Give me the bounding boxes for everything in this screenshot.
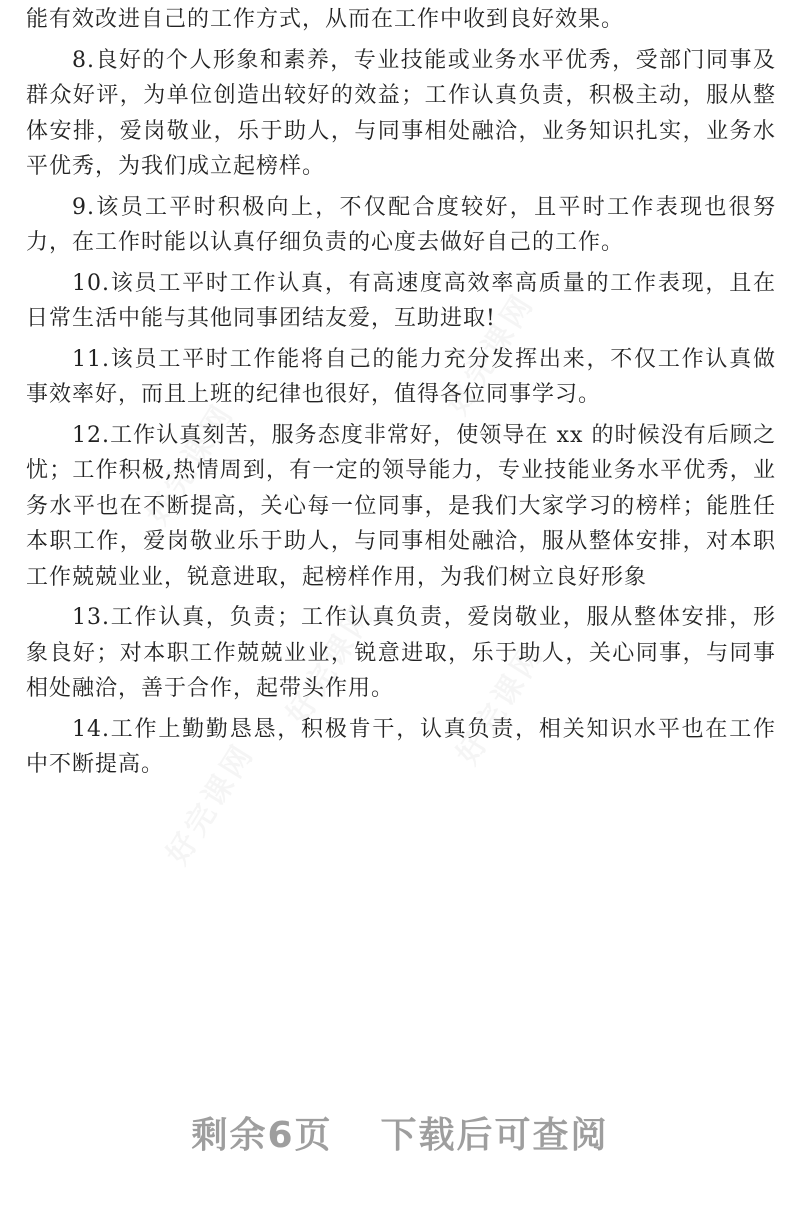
watermark: 好完课网 (280, 596, 382, 731)
paragraph-item-9: 9.该员工平时积极向上，不仅配合度较好，且平时工作表现也很努力，在工作时能以认真仔细负责的心度去做好自己的工作。 (26, 194, 776, 255)
paragraph-continued: 能有效改进自己的工作方式，从而在工作中收到良好效果。 (26, 7, 625, 32)
paragraph-item-10: 10.该员工平时工作认真，有高速度高效率高质量的工作表现，且在日常生活中能与其他同事团结友爱，互助进取! (26, 270, 776, 331)
paragraph-item-13: 13.工作认真，负责；工作认真负责，爱岗敬业，服从整体安排，形象良好；对本职工作兢兢业业，锐意进取，乐于助人，关心同事，与同事相处融洽，善于合作，起带头作用。 (26, 605, 776, 701)
watermark: 好完课网 (440, 286, 542, 421)
download-to-view-label: 下载后可查阅 (380, 1115, 609, 1156)
download-banner[interactable] (0, 1107, 800, 1158)
paragraph-item-8: 8.良好的个人形象和素养，专业技能或业务水平优秀，受部门同事及群众好评，为单位创造出较好的效益；工作认真负责，积极主动，服从整体安排，爱岗敬业，乐于助人，与同事相处融洽，业务知识扎实，业务水平优秀，为我们成立起榜样。 (26, 47, 776, 179)
watermark: 好完课网 (450, 636, 552, 771)
watermark: 好完课网 (140, 396, 242, 531)
paragraph-item-12: 12.工作认真刻苦，服务态度非常好，使领导在 xx 的时候没有后顾之忧；工作积极,热情周到，有一定的领导能力，专业技能业务水平优秀，业务水平也在不断提高，关心每一位同事，是我们大家学习的榜样；能胜任本职工作，爱岗敬业乐于助人，与同事相处融洽，服从整体安排，对本职工作兢兢业业，锐意进取，起榜样作用，为我们树立良好形象 (26, 422, 776, 590)
remaining-pages-label: 剩余6页 (191, 1115, 333, 1156)
watermark: 好完课网 (160, 736, 262, 871)
paragraph-item-14: 14.工作上勤勤恳恳，积极肯干，认真负责，相关知识水平也在工作中不断提高。 (26, 716, 776, 777)
paragraph-item-11: 11.该员工平时工作能将自己的能力充分发挥出来，不仅工作认真做事效率好，而且上班的纪律也很好，值得各位同事学习。 (26, 346, 776, 407)
document-body (26, 0, 776, 788)
